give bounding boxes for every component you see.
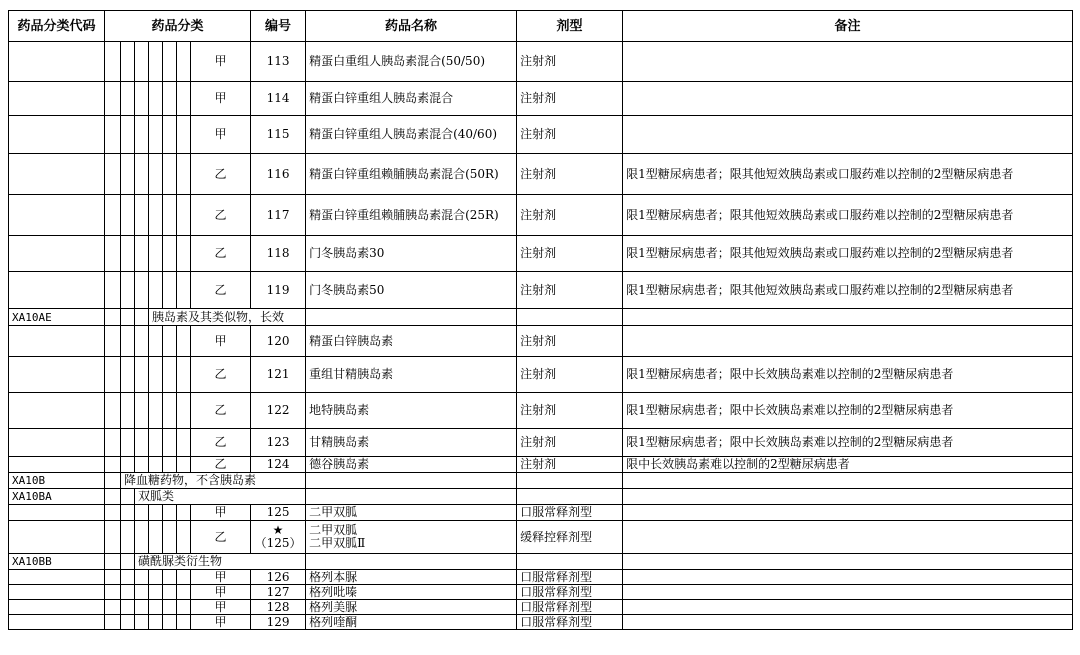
- tree-spacer: [105, 521, 121, 554]
- tree-spacer: [135, 42, 149, 82]
- category-code: XA10BB: [9, 554, 105, 570]
- tree-spacer: [121, 116, 135, 154]
- name-cell: [306, 473, 517, 489]
- tree-spacer: [149, 600, 163, 615]
- drug-note: 限1型糖尿病患者；限中长效胰岛素难以控制的2型糖尿病患者: [623, 393, 1073, 429]
- category-code: XA10BA: [9, 489, 105, 505]
- drug-note: [623, 521, 1073, 554]
- number-cell: 119: [251, 272, 306, 309]
- tree-spacer: [149, 570, 163, 585]
- grade-cell: 乙: [191, 272, 251, 309]
- code-cell: [9, 42, 105, 82]
- category-label: 双胍类: [135, 489, 306, 505]
- dosage-form: 注射剂: [517, 357, 623, 393]
- tree-spacer: [149, 195, 163, 236]
- tree-spacer: [149, 429, 163, 457]
- grade-cell: 乙: [191, 154, 251, 195]
- tree-spacer: [163, 429, 177, 457]
- tree-spacer: [177, 326, 191, 357]
- tree-spacer: [121, 585, 135, 600]
- category-row: [9, 309, 1073, 326]
- code-cell: [9, 357, 105, 393]
- form-cell: [517, 554, 623, 570]
- tree-spacer: [149, 457, 163, 473]
- tree-spacer: [135, 309, 149, 326]
- code-cell: [9, 236, 105, 272]
- tree-spacer: [105, 505, 121, 521]
- note-cell: [623, 473, 1073, 489]
- table-row: [9, 429, 1073, 457]
- drug-note: 限1型糖尿病患者；限中长效胰岛素难以控制的2型糖尿病患者: [623, 429, 1073, 457]
- header-row: [9, 11, 1073, 42]
- tree-spacer: [177, 236, 191, 272]
- grade-cell: 乙: [191, 429, 251, 457]
- code-cell: [9, 154, 105, 195]
- tree-spacer: [149, 393, 163, 429]
- drug-catalog-table: [8, 10, 1073, 630]
- category-label: 胰岛素及其类似物，长效: [149, 309, 306, 326]
- tree-spacer: [121, 457, 135, 473]
- code-cell: [9, 570, 105, 585]
- tree-spacer: [149, 82, 163, 116]
- tree-spacer: [121, 554, 135, 570]
- header-code: 药品分类代码: [9, 11, 105, 42]
- note-cell: [623, 489, 1073, 505]
- drug-note: [623, 570, 1073, 585]
- tree-spacer: [121, 195, 135, 236]
- grade-cell: 乙: [191, 357, 251, 393]
- table-row: [9, 570, 1073, 585]
- drug-name: 格列吡嗪: [306, 585, 517, 600]
- drug-note: [623, 600, 1073, 615]
- tree-spacer: [149, 521, 163, 554]
- tree-spacer: [135, 82, 149, 116]
- code-cell: [9, 429, 105, 457]
- tree-spacer: [121, 600, 135, 615]
- tree-spacer: [135, 521, 149, 554]
- tree-spacer: [149, 236, 163, 272]
- dosage-form: 口服常释剂型: [517, 600, 623, 615]
- tree-spacer: [121, 570, 135, 585]
- table-row: [9, 457, 1073, 473]
- code-cell: [9, 615, 105, 630]
- tree-spacer: [105, 116, 121, 154]
- drug-name: 精蛋白锌重组赖脯胰岛素混合(50R): [306, 154, 517, 195]
- tree-spacer: [121, 357, 135, 393]
- tree-spacer: [105, 195, 121, 236]
- tree-spacer: [177, 457, 191, 473]
- tree-spacer: [105, 236, 121, 272]
- tree-spacer: [149, 585, 163, 600]
- tree-spacer: [121, 521, 135, 554]
- form-cell: [517, 473, 623, 489]
- drug-name: 精蛋白锌重组人胰岛素混合: [306, 82, 517, 116]
- tree-spacer: [163, 585, 177, 600]
- tree-spacer: [135, 457, 149, 473]
- tree-spacer: [105, 457, 121, 473]
- tree-spacer: [177, 429, 191, 457]
- code-cell: [9, 585, 105, 600]
- grade-cell: 甲: [191, 570, 251, 585]
- tree-spacer: [163, 521, 177, 554]
- code-cell: [9, 521, 105, 554]
- number-cell: 115: [251, 116, 306, 154]
- drug-name: 精蛋白重组人胰岛素混合(50/50): [306, 42, 517, 82]
- tree-spacer: [177, 600, 191, 615]
- tree-spacer: [135, 326, 149, 357]
- name-cell: [306, 489, 517, 505]
- dosage-form: 注射剂: [517, 82, 623, 116]
- drug-note: [623, 585, 1073, 600]
- table-row: [9, 505, 1073, 521]
- tree-spacer: [121, 42, 135, 82]
- tree-spacer: [121, 309, 135, 326]
- category-code: XA10AE: [9, 309, 105, 326]
- dosage-form: 注射剂: [517, 42, 623, 82]
- tree-spacer: [105, 585, 121, 600]
- tree-spacer: [121, 154, 135, 195]
- tree-spacer: [121, 489, 135, 505]
- category-row: [9, 489, 1073, 505]
- drug-name: 二甲双胍 二甲双胍Ⅱ: [306, 521, 517, 554]
- tree-spacer: [105, 82, 121, 116]
- tree-spacer: [177, 521, 191, 554]
- drug-note: [623, 116, 1073, 154]
- tree-spacer: [177, 615, 191, 630]
- tree-spacer: [149, 116, 163, 154]
- number-cell: 121: [251, 357, 306, 393]
- number-cell: 116: [251, 154, 306, 195]
- header-category: 药品分类: [105, 11, 251, 42]
- drug-name: 重组甘精胰岛素: [306, 357, 517, 393]
- drug-note: [623, 615, 1073, 630]
- drug-note: 限1型糖尿病患者；限其他短效胰岛素或口服药难以控制的2型糖尿病患者: [623, 195, 1073, 236]
- drug-note: [623, 326, 1073, 357]
- tree-spacer: [163, 236, 177, 272]
- tree-spacer: [105, 600, 121, 615]
- number-cell: 113: [251, 42, 306, 82]
- table-row: [9, 326, 1073, 357]
- number-cell: 129: [251, 615, 306, 630]
- tree-spacer: [163, 154, 177, 195]
- table-row: [9, 615, 1073, 630]
- grade-cell: 甲: [191, 600, 251, 615]
- dosage-form: 注射剂: [517, 116, 623, 154]
- tree-spacer: [177, 82, 191, 116]
- tree-spacer: [135, 393, 149, 429]
- number-cell: 124: [251, 457, 306, 473]
- tree-spacer: [135, 154, 149, 195]
- tree-spacer: [163, 116, 177, 154]
- drug-name: 德谷胰岛素: [306, 457, 517, 473]
- header-form: 剂型: [517, 11, 623, 42]
- tree-spacer: [105, 429, 121, 457]
- code-cell: [9, 82, 105, 116]
- tree-spacer: [149, 154, 163, 195]
- code-cell: [9, 116, 105, 154]
- tree-spacer: [121, 82, 135, 116]
- tree-spacer: [105, 554, 121, 570]
- table-row: [9, 393, 1073, 429]
- tree-spacer: [163, 393, 177, 429]
- drug-name: 地特胰岛素: [306, 393, 517, 429]
- dosage-form: 口服常释剂型: [517, 570, 623, 585]
- tree-spacer: [121, 505, 135, 521]
- tree-spacer: [105, 473, 121, 489]
- tree-spacer: [135, 357, 149, 393]
- tree-spacer: [105, 489, 121, 505]
- grade-cell: 甲: [191, 505, 251, 521]
- tree-spacer: [105, 570, 121, 585]
- tree-spacer: [163, 272, 177, 309]
- drug-name: 门冬胰岛素30: [306, 236, 517, 272]
- table-row: [9, 585, 1073, 600]
- category-code: XA10B: [9, 473, 105, 489]
- drug-name: 格列本脲: [306, 570, 517, 585]
- tree-spacer: [105, 357, 121, 393]
- form-cell: [517, 489, 623, 505]
- tree-spacer: [135, 236, 149, 272]
- drug-note: [623, 42, 1073, 82]
- grade-cell: 乙: [191, 521, 251, 554]
- drug-name: 格列喹酮: [306, 615, 517, 630]
- drug-note: 限1型糖尿病患者；限其他短效胰岛素或口服药难以控制的2型糖尿病患者: [623, 154, 1073, 195]
- tree-spacer: [163, 357, 177, 393]
- tree-spacer: [105, 326, 121, 357]
- tree-spacer: [135, 570, 149, 585]
- dosage-form: 注射剂: [517, 326, 623, 357]
- tree-spacer: [121, 272, 135, 309]
- code-cell: [9, 600, 105, 615]
- number-cell: 126: [251, 570, 306, 585]
- grade-cell: 乙: [191, 393, 251, 429]
- tree-spacer: [177, 393, 191, 429]
- drug-name: 门冬胰岛素50: [306, 272, 517, 309]
- category-row: [9, 554, 1073, 570]
- tree-spacer: [163, 82, 177, 116]
- name-cell: [306, 554, 517, 570]
- table-row: [9, 521, 1073, 554]
- number-cell: 127: [251, 585, 306, 600]
- category-label: 磺酰脲类衍生物: [135, 554, 306, 570]
- grade-cell: 甲: [191, 615, 251, 630]
- drug-name: 甘精胰岛素: [306, 429, 517, 457]
- tree-spacer: [163, 326, 177, 357]
- dosage-form: 注射剂: [517, 457, 623, 473]
- tree-spacer: [163, 600, 177, 615]
- header-name: 药品名称: [306, 11, 517, 42]
- code-cell: [9, 272, 105, 309]
- tree-spacer: [177, 116, 191, 154]
- drug-name: 格列美脲: [306, 600, 517, 615]
- tree-spacer: [135, 116, 149, 154]
- grade-cell: 乙: [191, 236, 251, 272]
- drug-name: 精蛋白锌重组人胰岛素混合(40/60): [306, 116, 517, 154]
- tree-spacer: [135, 429, 149, 457]
- code-cell: [9, 505, 105, 521]
- name-cell: [306, 309, 517, 326]
- number-cell: 128: [251, 600, 306, 615]
- tree-spacer: [163, 505, 177, 521]
- grade-cell: 甲: [191, 326, 251, 357]
- tree-spacer: [135, 195, 149, 236]
- code-cell: [9, 195, 105, 236]
- tree-spacer: [149, 272, 163, 309]
- table-row: [9, 154, 1073, 195]
- form-cell: [517, 309, 623, 326]
- tree-spacer: [135, 585, 149, 600]
- category-label: 降血糖药物，不含胰岛素: [121, 473, 306, 489]
- table-row: [9, 82, 1073, 116]
- tree-spacer: [163, 42, 177, 82]
- tree-spacer: [121, 393, 135, 429]
- note-cell: [623, 309, 1073, 326]
- tree-spacer: [177, 505, 191, 521]
- drug-name: 精蛋白锌胰岛素: [306, 326, 517, 357]
- tree-spacer: [105, 272, 121, 309]
- tree-spacer: [135, 505, 149, 521]
- tree-spacer: [149, 42, 163, 82]
- grade-cell: 甲: [191, 42, 251, 82]
- grade-cell: 乙: [191, 195, 251, 236]
- tree-spacer: [149, 505, 163, 521]
- tree-spacer: [177, 195, 191, 236]
- tree-spacer: [177, 585, 191, 600]
- number-cell: 118: [251, 236, 306, 272]
- dosage-form: 注射剂: [517, 393, 623, 429]
- drug-note: [623, 82, 1073, 116]
- table-body: [9, 42, 1073, 630]
- table-row: [9, 116, 1073, 154]
- dosage-form: 注射剂: [517, 195, 623, 236]
- table-row: [9, 357, 1073, 393]
- tree-spacer: [177, 272, 191, 309]
- tree-spacer: [135, 272, 149, 309]
- tree-spacer: [149, 357, 163, 393]
- number-cell: 117: [251, 195, 306, 236]
- dosage-form: 口服常释剂型: [517, 585, 623, 600]
- drug-table-container: [8, 10, 1072, 630]
- grade-cell: 甲: [191, 585, 251, 600]
- tree-spacer: [135, 615, 149, 630]
- number-cell: 122: [251, 393, 306, 429]
- tree-spacer: [121, 326, 135, 357]
- tree-spacer: [163, 615, 177, 630]
- drug-note: 限中长效胰岛素难以控制的2型糖尿病患者: [623, 457, 1073, 473]
- code-cell: [9, 457, 105, 473]
- header-note: 备注: [623, 11, 1073, 42]
- dosage-form: 口服常释剂型: [517, 615, 623, 630]
- tree-spacer: [121, 615, 135, 630]
- number-cell: 120: [251, 326, 306, 357]
- drug-note: 限1型糖尿病患者；限其他短效胰岛素或口服药难以控制的2型糖尿病患者: [623, 272, 1073, 309]
- drug-name: 二甲双胍: [306, 505, 517, 521]
- grade-cell: 乙: [191, 457, 251, 473]
- note-cell: [623, 554, 1073, 570]
- dosage-form: 口服常释剂型: [517, 505, 623, 521]
- dosage-form: 注射剂: [517, 429, 623, 457]
- dosage-form: 注射剂: [517, 236, 623, 272]
- tree-spacer: [177, 154, 191, 195]
- number-cell: 125: [251, 505, 306, 521]
- tree-spacer: [163, 457, 177, 473]
- category-row: [9, 473, 1073, 489]
- number-cell: ★（125）: [251, 521, 306, 554]
- code-cell: [9, 393, 105, 429]
- tree-spacer: [149, 615, 163, 630]
- tree-spacer: [121, 429, 135, 457]
- code-cell: [9, 326, 105, 357]
- tree-spacer: [177, 42, 191, 82]
- tree-spacer: [135, 600, 149, 615]
- tree-spacer: [105, 393, 121, 429]
- dosage-form: 缓释控释剂型: [517, 521, 623, 554]
- header-number: 编号: [251, 11, 306, 42]
- drug-name: 精蛋白锌重组赖脯胰岛素混合(25R): [306, 195, 517, 236]
- grade-cell: 甲: [191, 116, 251, 154]
- number-cell: 123: [251, 429, 306, 457]
- tree-spacer: [163, 570, 177, 585]
- tree-spacer: [105, 615, 121, 630]
- grade-cell: 甲: [191, 82, 251, 116]
- tree-spacer: [105, 309, 121, 326]
- number-cell: 114: [251, 82, 306, 116]
- table-row: [9, 195, 1073, 236]
- drug-note: 限1型糖尿病患者；限中长效胰岛素难以控制的2型糖尿病患者: [623, 357, 1073, 393]
- tree-spacer: [105, 42, 121, 82]
- table-row: [9, 272, 1073, 309]
- tree-spacer: [105, 154, 121, 195]
- tree-spacer: [163, 195, 177, 236]
- table-row: [9, 600, 1073, 615]
- tree-spacer: [177, 570, 191, 585]
- drug-note: 限1型糖尿病患者；限其他短效胰岛素或口服药难以控制的2型糖尿病患者: [623, 236, 1073, 272]
- dosage-form: 注射剂: [517, 154, 623, 195]
- dosage-form: 注射剂: [517, 272, 623, 309]
- tree-spacer: [177, 357, 191, 393]
- tree-spacer: [121, 236, 135, 272]
- drug-note: [623, 505, 1073, 521]
- tree-spacer: [149, 326, 163, 357]
- table-row: [9, 42, 1073, 82]
- table-row: [9, 236, 1073, 272]
